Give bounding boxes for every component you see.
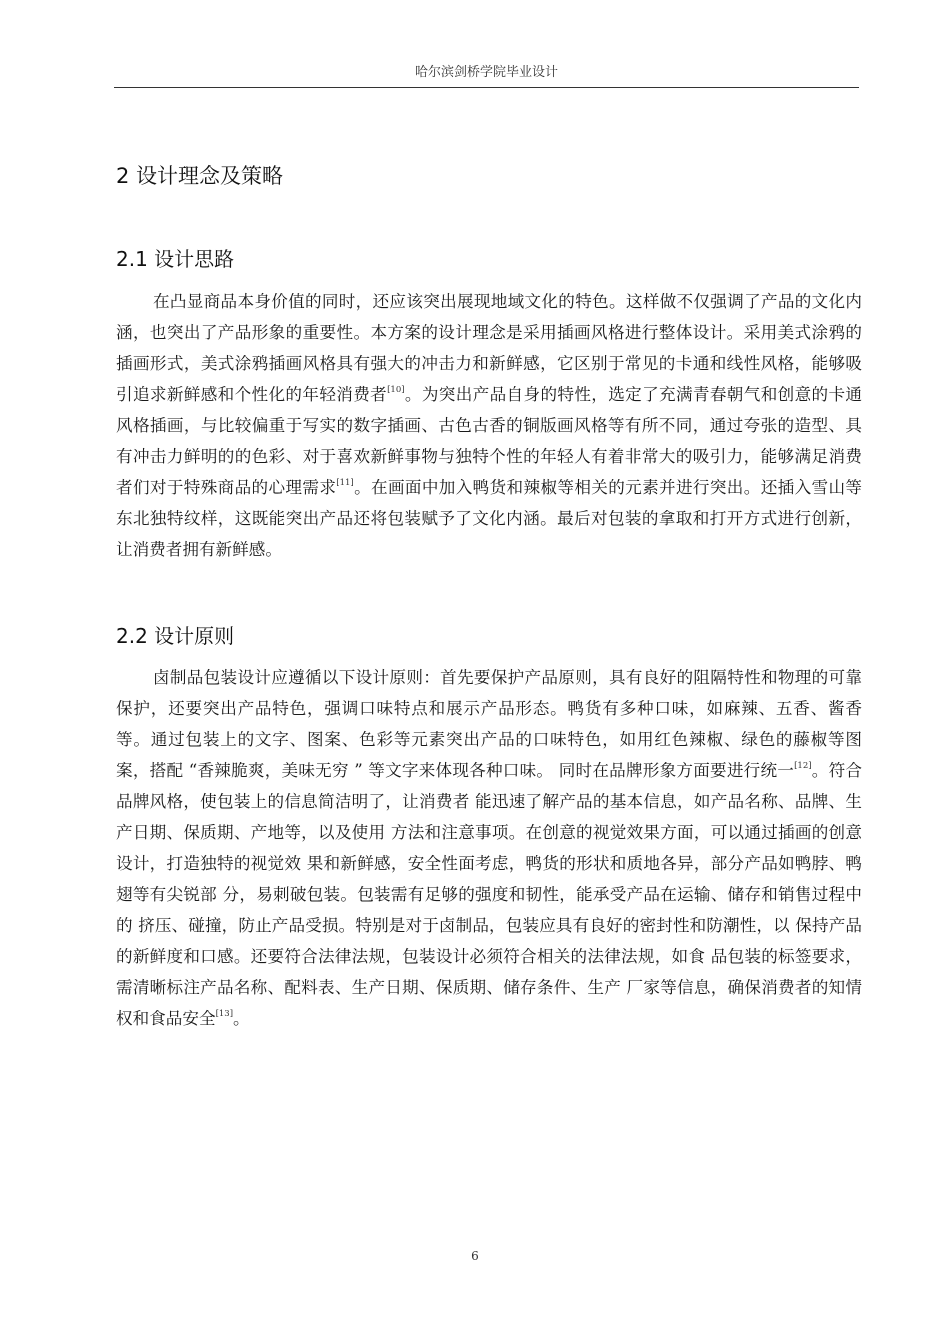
running-header: 哈尔滨剑桥学院毕业设计 (414, 65, 558, 80)
paragraph-text: 卤制品包装设计应遵循以下设计原则：首先要保护产品原则，具有良好的阻隔特性和物理的可靠保护，还要突出产品特色，强调口味特点和展示产品形态。鸭货有多种口味，如麻辣、五香、酱香等。通过包装上的文字、图案、色彩等元素突出产品的口味特色，如用红色辣椒、绿色的藤椒等图案，搭配 “香辣脆爽，美味无穷 ” 等文字来体现各种口味。 同时在品牌形象方面要进行统一 (116, 668, 862, 780)
citation-marker: [11] (336, 478, 354, 488)
page-number: 6 (471, 1249, 479, 1263)
section-heading-design-principles: 2.2 设计原则 (116, 624, 235, 648)
paragraph-text: 在凸显商品本身价值的同时，还应该突出展现地域文化的特色。这样做不仅强调了产品的文化内涵，也突出了产品形象的重要性。本方案的设计理念是采用插画风格进行整体设计。采用美式涂鸦的插画形式，美式涂鸦插画风格具有强大的冲击力和新鲜感，它区别于常见的卡通和线性风格，能够吸引追求新鲜感和个性化的年轻消费者 (116, 292, 862, 404)
paragraph-text: 。符合品牌风格，使包装上的信息简洁明了，让消费者 能迅速了解产品的基本信息，如产品名称、品牌、生产日期、保质期、产地等，以及使用 方法和注意事项。在创意的视觉效果方面，可以通过插画的创意设计，打造独特的视觉效 果和新鲜感，安全性面考虑，鸭货的形状和质地各异，部分产品如鸭脖、鸭翅等有尖锐部 分，易刺破包装。包装需有足够的强度和韧性，能承受产品在运输、储存和销售过程中的 挤压、碰撞，防止产品受损。特别是对于卤制品，包装应具有良好的密封性和防潮性，以 保持产品的新鲜度和口感。还要符合法律法规，包装设计必须符合相关的法律法规，如食 品包装的标签要求，需清晰标注产品名称、配料表、生产日期、保质期、储存条件、生产 厂家等信息，确保消费者的知情权和食品安全 (116, 761, 862, 1028)
paragraph-text: 。 (233, 1009, 250, 1028)
section-paragraph-design-thinking (116, 286, 862, 565)
citation-marker: [10] (387, 385, 405, 395)
citation-marker: [13] (215, 1009, 234, 1019)
chapter-heading: 2 设计理念及策略 (116, 164, 284, 188)
header-divider (114, 87, 859, 88)
section-paragraph-design-principles (116, 662, 862, 1034)
paragraph-text: 。在画面中加入鸭货和辣椒等相关的元素并进行突出。还插入雪山等东北独特纹样，这既能突出产品还将包装赋予了文化内涵。最后对包装的拿取和打开方式进行创新，让消费者拥有新鲜感。 (116, 478, 863, 559)
paragraph-text: 。为突出产品自身的特性，选定了充满青春朝气和创意的卡通风格插画，与比较偏重于写实的数字插画、古色古香的铜版画风格等有所不同，通过夸张的造型、具有冲击力鲜明的的色彩、对于喜欢新鲜事物与独特个性的年轻人有着非常大的吸引力，能够满足消费者们对于特殊商品的心理需求 (116, 385, 863, 497)
citation-marker: [12] (794, 761, 812, 771)
section-heading-design-thinking: 2.1 设计思路 (116, 247, 235, 271)
